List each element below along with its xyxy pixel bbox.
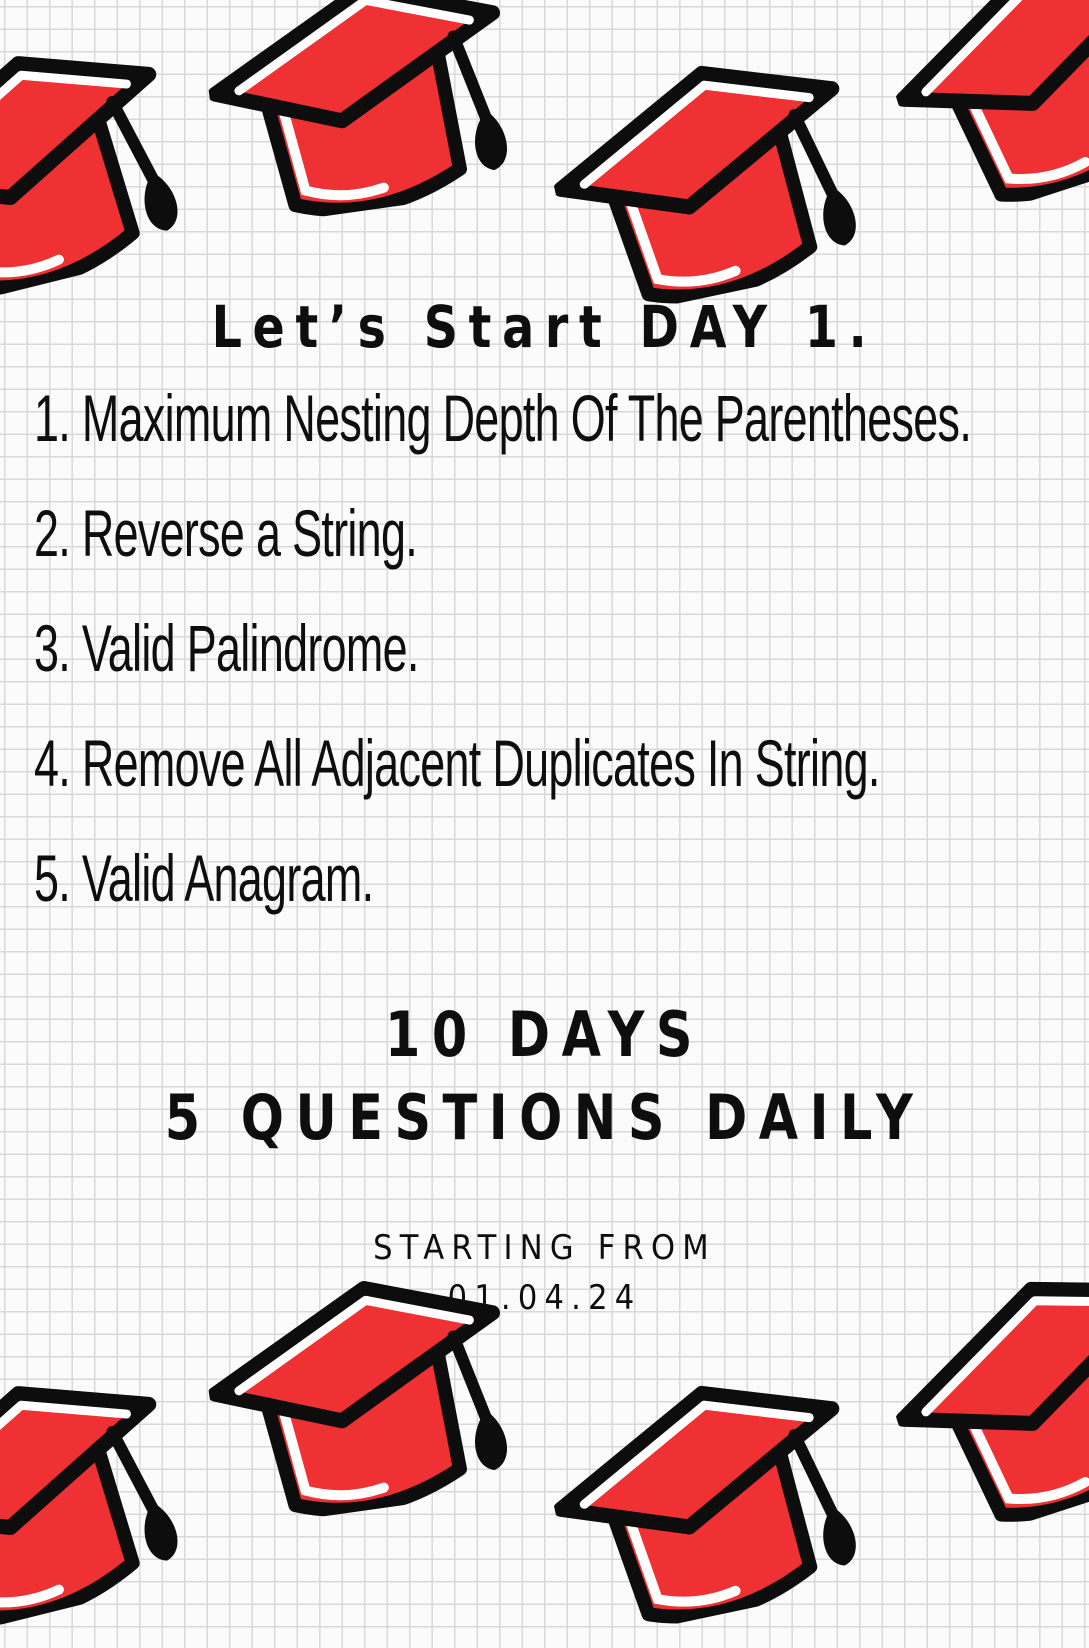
question-item: 4. Remove All Adjacent Duplicates In String. [34, 726, 880, 800]
graduation-cap-icon [533, 26, 876, 323]
graduation-cap-icon [533, 1346, 876, 1643]
question-item: 5. Valid Anagram. [34, 841, 374, 915]
graduation-cap-icon [195, 0, 525, 230]
question-item: 1. Maximum Nesting Depth Of The Parentheses. [34, 381, 972, 455]
question-item: 2. Reverse a String. [34, 496, 418, 570]
start-date: 01.04.24 [447, 1278, 642, 1318]
start-label: STARTING FROM [373, 1228, 716, 1268]
graduation-cap-icon [0, 1342, 200, 1647]
headline-questions-daily: 5 QUESTIONS DAILY [164, 1081, 925, 1154]
graduation-cap-icon [865, 0, 1089, 230]
graduation-cap-icon [0, 12, 200, 317]
question-list [34, 380, 1084, 955]
page-title: Let’s Start DAY 1. [211, 293, 878, 361]
headline-days: 10 DAYS [385, 998, 704, 1071]
question-item: 3. Valid Palindrome. [34, 611, 419, 685]
